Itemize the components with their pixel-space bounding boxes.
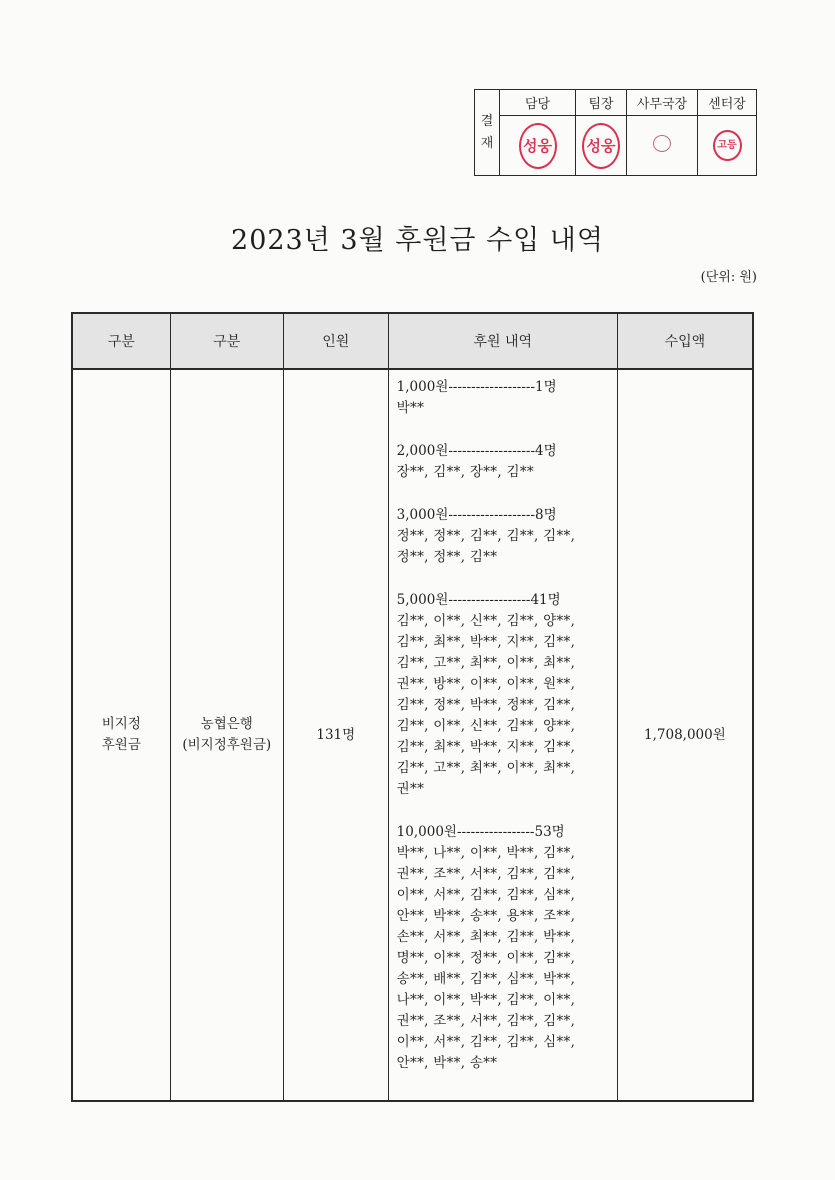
donation-group — [397, 505, 609, 568]
table-row — [72, 369, 753, 1101]
column-header-detail: 후원 내역 — [388, 313, 617, 369]
column-header-category: 구분 — [72, 313, 170, 369]
donation-group — [397, 377, 609, 419]
approval-stamp-box — [474, 89, 757, 176]
people-cell: 131명 — [283, 369, 388, 1101]
column-header-people: 인원 — [283, 313, 388, 369]
group-header: 10,000원-----------------53명 — [396, 824, 565, 840]
group-names: 김**, 이**, 신**, 김**, 양**, 김**, 최**, 박**, 지**, 김**, 김**, 고**, 최**, 이**, 최**, 권**, 방**, 이**, 이**, 원**, 김**, 정**, 박**, 정**, 김**, 김**, 이**, 신**, 김**, 양**, 김**, 최**, 박**, 지**, 김**, 김**, 고**, 최**, 이**, 최**, 권** — [396, 613, 576, 797]
group-names: 박**, 나**, 이**, 박**, 김**, 권**, 조**, 서**, 김**, 김**, 이**, 서**, 김**, 김**, 심**, 안**, 박**, 송**, 용**, 조**, 손**, 서**, 최**, 김**, 박**, 명**, 이**, 정**, 이**, 김**, 송**, 배**, 김**, 심**, 박**, 나**, 이**, 박**, 김**, 이**, 권**, 조**, 서**, 김**, 김**, 이**, 서**, 김**, 김**, 심**, 안**, 박**, 송** — [396, 845, 576, 1071]
stamp-secretary-general — [627, 116, 698, 176]
seal-icon: 성웅 — [519, 123, 557, 169]
column-header-subcategory: 구분 — [170, 313, 283, 369]
approval-header-staff: 담당 — [500, 90, 576, 116]
approval-side-label: 결 재 — [475, 90, 500, 176]
account-cell: 농협은행 (비지정후원금) — [170, 369, 283, 1101]
donation-group — [397, 590, 609, 800]
donation-group — [397, 441, 609, 483]
approval-header-center-director: 센터장 — [698, 90, 757, 116]
donation-table — [71, 312, 754, 1102]
seal-icon: 고등 — [713, 130, 742, 161]
group-header: 1,000원-------------------1명 — [396, 379, 557, 395]
unit-label: (단위: 원) — [700, 270, 757, 285]
group-names: 정**, 정**, 김**, 김**, 김**, 정**, 정**, 김** — [396, 528, 576, 565]
category-cell: 비지정 후원금 — [72, 369, 170, 1101]
stamp-staff — [500, 116, 576, 176]
seal-icon: 성웅 — [582, 123, 620, 169]
seal-icon — [653, 135, 671, 152]
amount-cell: 1,708,000원 — [617, 369, 753, 1101]
approval-header-team-lead: 팀장 — [576, 90, 627, 116]
group-names: 장**, 김**, 장**, 김** — [396, 464, 534, 480]
column-header-amount: 수입액 — [617, 313, 753, 369]
stamp-center-director — [698, 116, 757, 176]
group-header: 5,000원------------------41명 — [396, 592, 561, 608]
approval-header-secretary-general: 사무국장 — [627, 90, 698, 116]
detail-cell — [388, 369, 617, 1101]
stamp-team-lead — [576, 116, 627, 176]
document-title: 2023년 3월 후원금 수입 내역 — [231, 225, 604, 256]
group-names: 박** — [396, 400, 425, 416]
donation-group — [397, 822, 609, 1074]
group-header: 2,000원-------------------4명 — [396, 443, 557, 459]
group-header: 3,000원-------------------8명 — [396, 507, 557, 523]
